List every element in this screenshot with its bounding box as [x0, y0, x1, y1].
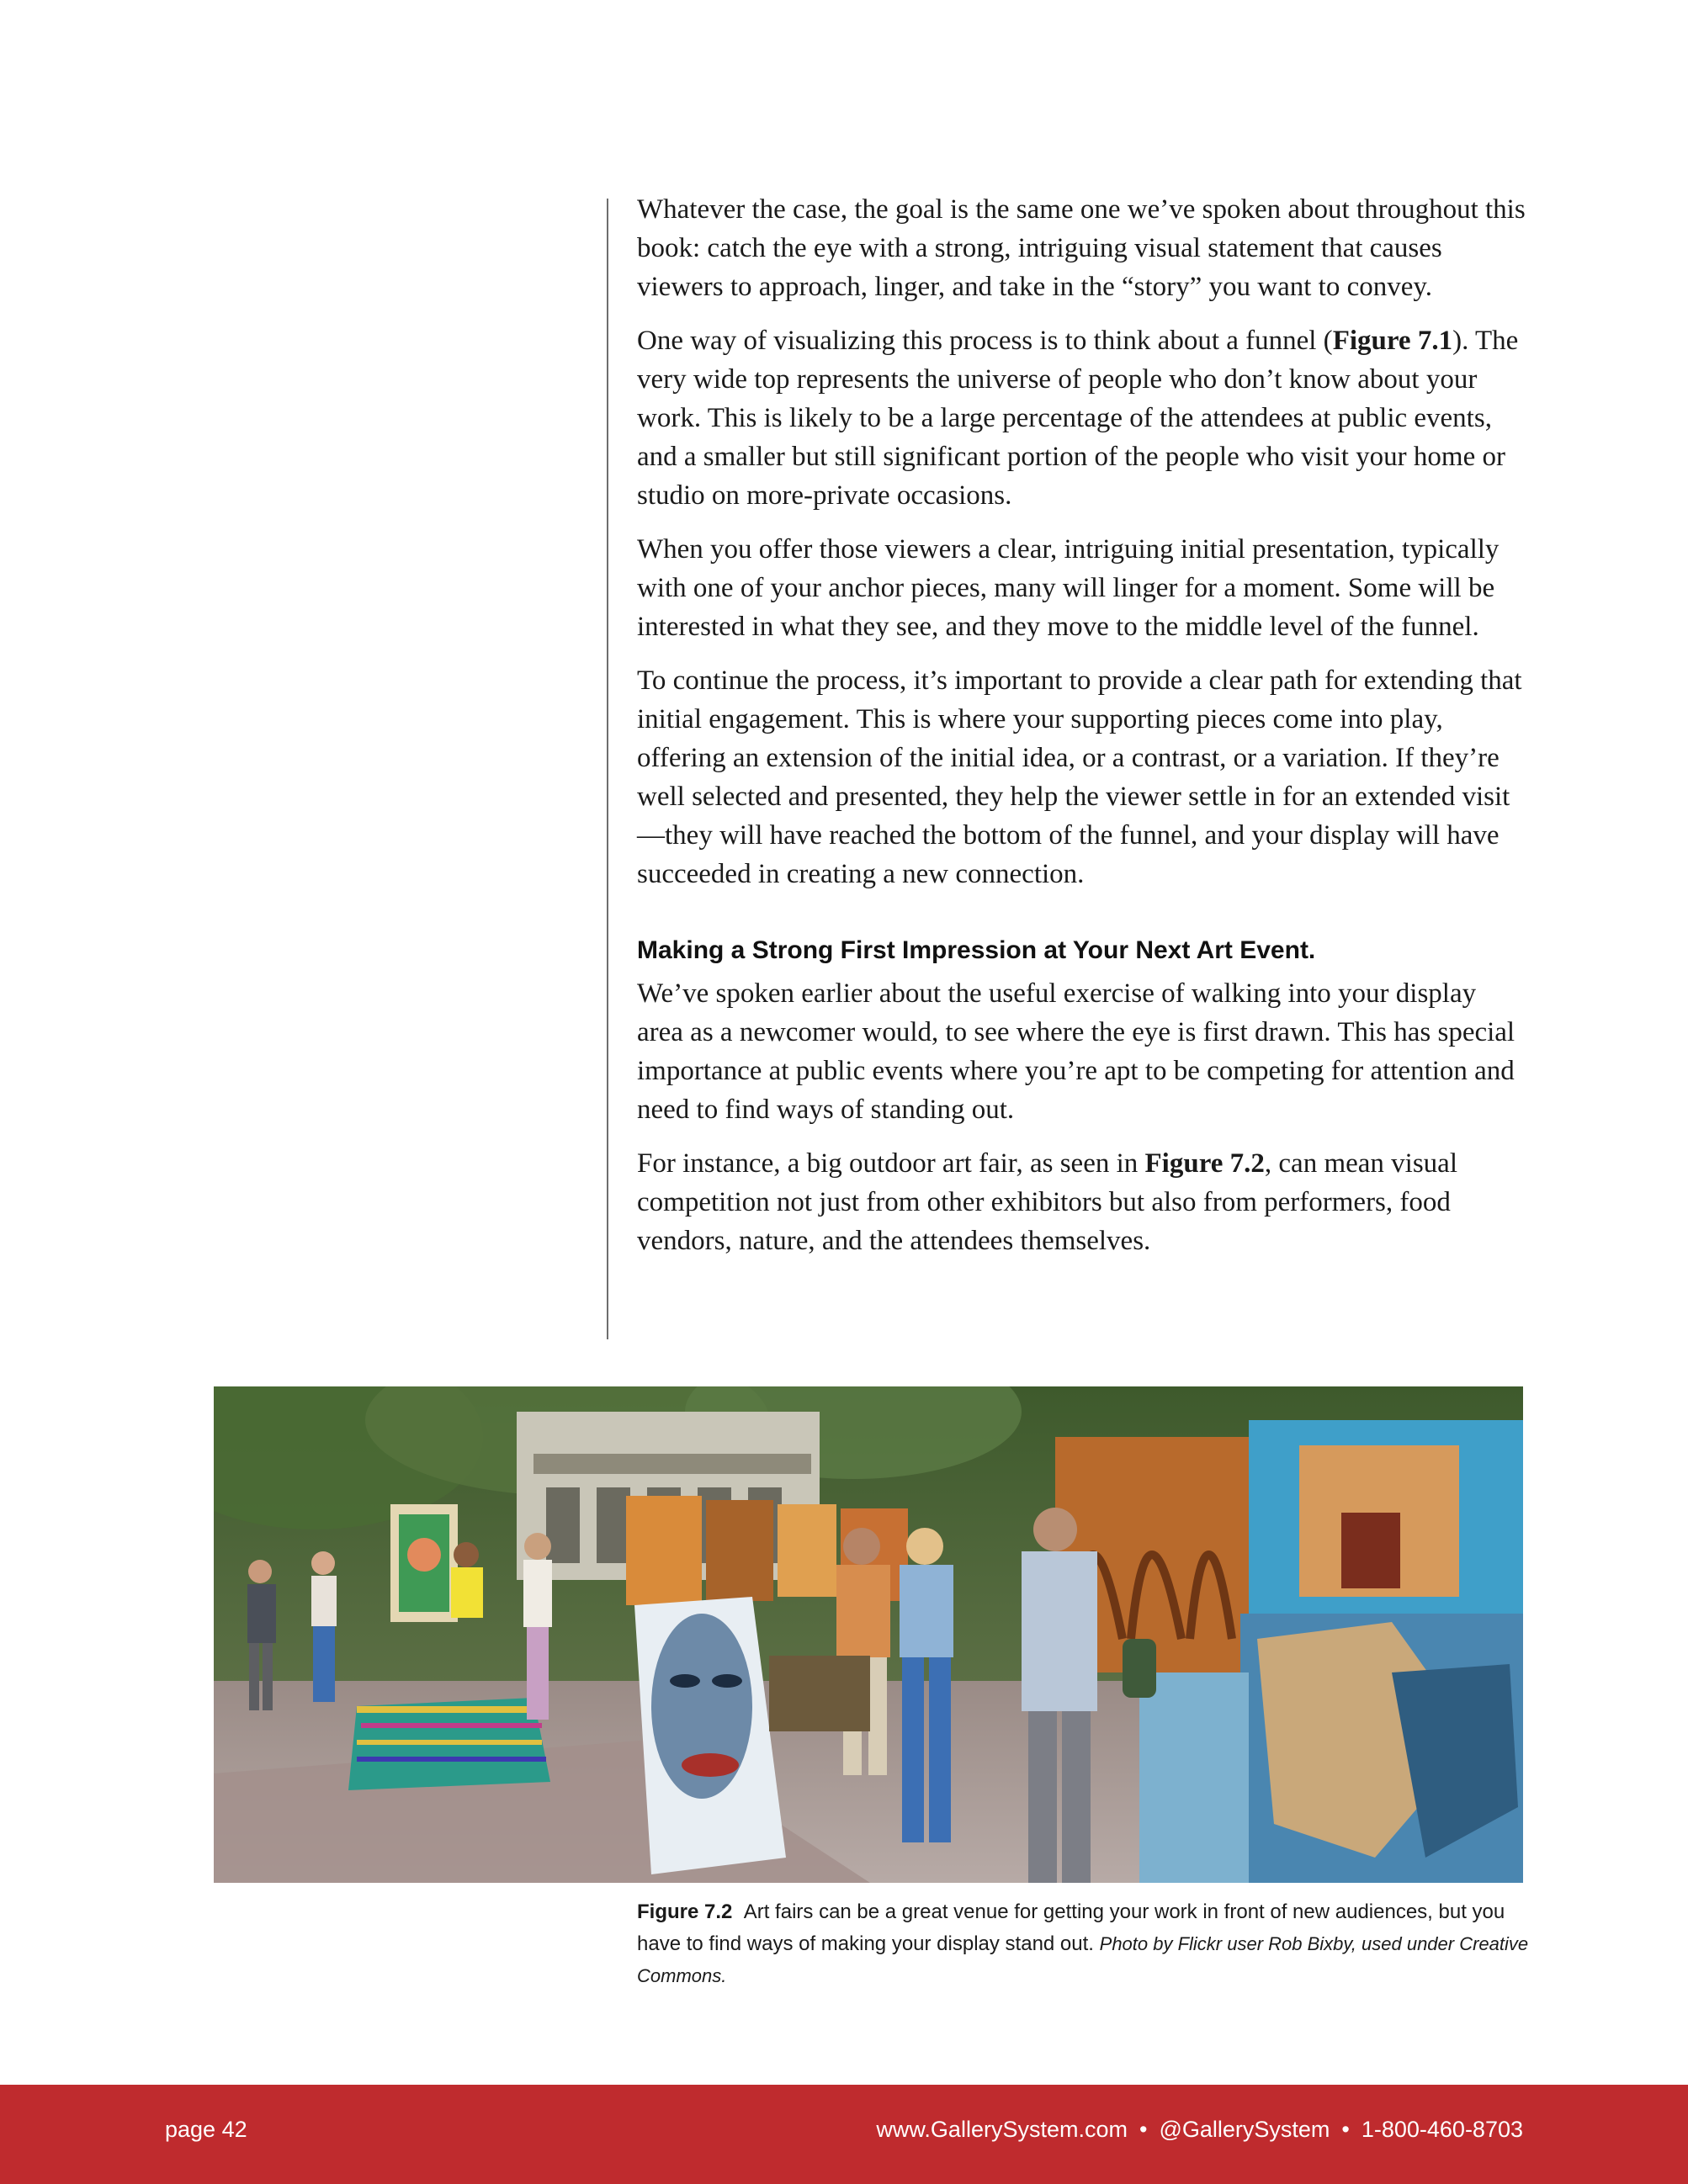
footer-contact — [876, 2117, 1523, 2143]
footer-separator: • — [1139, 2117, 1148, 2142]
phone-number: 1-800-460-8703 — [1361, 2117, 1523, 2142]
paragraph-5: We’ve spoken earlier about the useful exercise of walking into your display area as a newcomer would, to see where the eye is first drawn. This has special importance at public events where you’re apt to be competing for attention and need to find ways of standing out. — [637, 978, 1515, 1125]
body-text-column — [637, 190, 1529, 1275]
figure-7-2-reference: Figure 7.2 — [1144, 1148, 1265, 1179]
paragraph-6 — [637, 1144, 1529, 1260]
social-handle-link[interactable]: @GallerySystem — [1159, 2117, 1330, 2142]
paragraph-1: Whatever the case, the goal is the same one we’ve spoken about throughout this book: catch the eye with a strong, intriguing visual statement that causes viewers to approach, linger, and take in the “story” you want to convey. — [637, 194, 1526, 302]
figure-caption-text: Art fairs can be a great venue for getting your work in front of new audiences, but you have to find ways of making your display stand out. — [637, 1900, 1505, 1955]
margin-rule — [607, 199, 608, 1339]
paragraph-3: When you offer those viewers a clear, intriguing initial presentation, typically with one of your anchor pieces, many will linger for a moment. Some will be interested in what they see, and they move to the middle level of the funnel. — [637, 534, 1500, 642]
footer-separator: • — [1341, 2117, 1350, 2142]
figure-caption — [637, 1896, 1529, 1992]
paragraph-2 — [637, 321, 1529, 515]
paragraph-6-text-b: , can mean visual competition not just from other exhibitors but also from performers, food vendors, nature, and the attendees themselves. — [637, 1148, 1457, 1256]
paragraph-6-text-a: For instance, a big outdoor art fair, as seen in — [637, 1148, 1145, 1179]
figure-7-1-reference: Figure 7.1 — [1332, 326, 1453, 356]
art-fair-photo — [214, 1386, 1523, 1883]
page-footer — [0, 2085, 1688, 2184]
page-number: page 42 — [165, 2117, 247, 2142]
paragraph-4: To continue the process, it’s important to provide a clear path for extending that initial engagement. This is where your supporting pieces come into play, offering an extension of the initial idea, or a contrast, or a variation. If they’re well selected and presented, they help the viewer settle in for an extended visit—they will have reached the bottom of the funnel, and your display will have succeeded in creating a new connection. — [637, 665, 1522, 889]
website-link[interactable]: www.GallerySystem.com — [876, 2117, 1128, 2142]
art-fair-photo-illustration — [214, 1386, 1523, 1883]
paragraph-2-text-a: One way of visualizing this process is to think about a funnel ( — [637, 326, 1333, 356]
photo-credit: Photo by Flickr user Rob Bixby, used under Creative Commons. — [637, 1933, 1529, 1986]
figure-label: Figure 7.2 — [637, 1900, 733, 1923]
paragraph-2-text-b: ). The very wide top represents the universe of people who don’t know about your work. This is likely to be a large percentage of the attendees at public events, and a smaller but still significant portion of the people who visit your home or studio on more-private occasions. — [637, 326, 1519, 511]
section-subheading: Making a Strong First Impression at Your Next Art Event. — [637, 936, 1316, 964]
